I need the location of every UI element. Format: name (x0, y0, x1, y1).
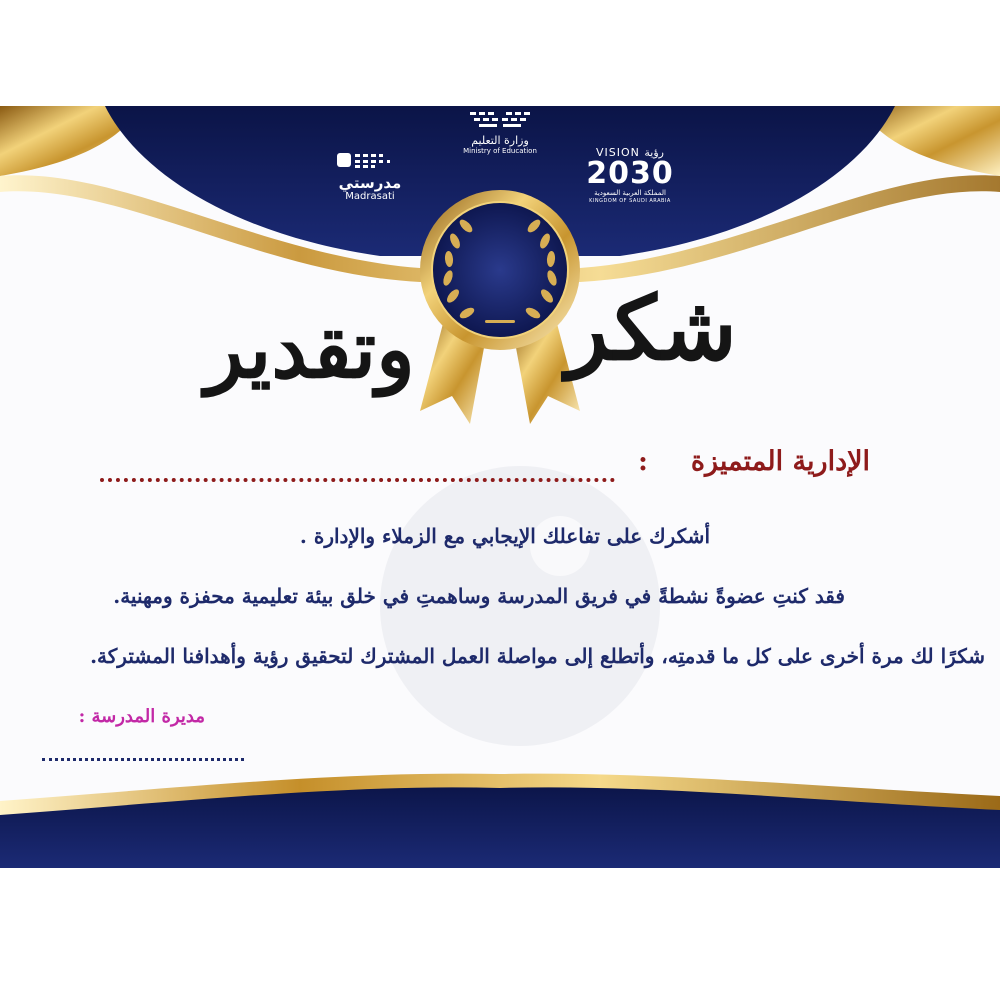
madrasati-logo-icon (335, 151, 405, 171)
recipient-line (100, 446, 870, 490)
kingdom-name-ar: المملكة العربية السعودية (594, 189, 666, 197)
moe-logo-icon (465, 110, 535, 132)
kingdom-name-en: KINGDOM OF SAUDI ARABIA (589, 198, 671, 204)
vision-label: VISION رؤية (596, 146, 664, 159)
certificate (0, 106, 1000, 868)
madrasati-name-en: Madrasati (345, 191, 395, 202)
moe-name-en: Ministry of Education (463, 147, 537, 155)
madrasati-logo (330, 151, 410, 202)
recipient-name-blank (100, 478, 615, 482)
recipient-label: الإدارية المتميزة (690, 446, 870, 477)
body-line-2: فقد كنتِ عضوةً نشطةً في فريق المدرسة وساهمتِ في خلق بيئة تعليمية محفزة ومهنية. (113, 584, 845, 608)
madrasati-name-ar: مدرستي (338, 174, 402, 192)
moe-name-ar: وزارة التعليم (471, 134, 529, 147)
title-appreciation: وتقدير (205, 302, 415, 396)
title-thanks: شكر (566, 276, 737, 380)
signature-blank (42, 758, 244, 761)
moe-logo (440, 110, 560, 156)
body-line-3: شكرًا لك مرة أخرى على كل ما قدمتِه، وأتطلع إلى مواصلة العمل المشترك لتحقيق رؤية وأهدافنا المشتركة. (90, 644, 985, 668)
body-line-1: أشكرك على تفاعلك الإيجابي مع الزملاء والإدارة . (299, 524, 710, 548)
recipient-colon: : (638, 446, 648, 477)
vision-2030-logo-icon: 2030 (586, 156, 674, 191)
vision-2030-logo (580, 146, 680, 205)
principal-label: مديرة المدرسة : (78, 706, 205, 727)
